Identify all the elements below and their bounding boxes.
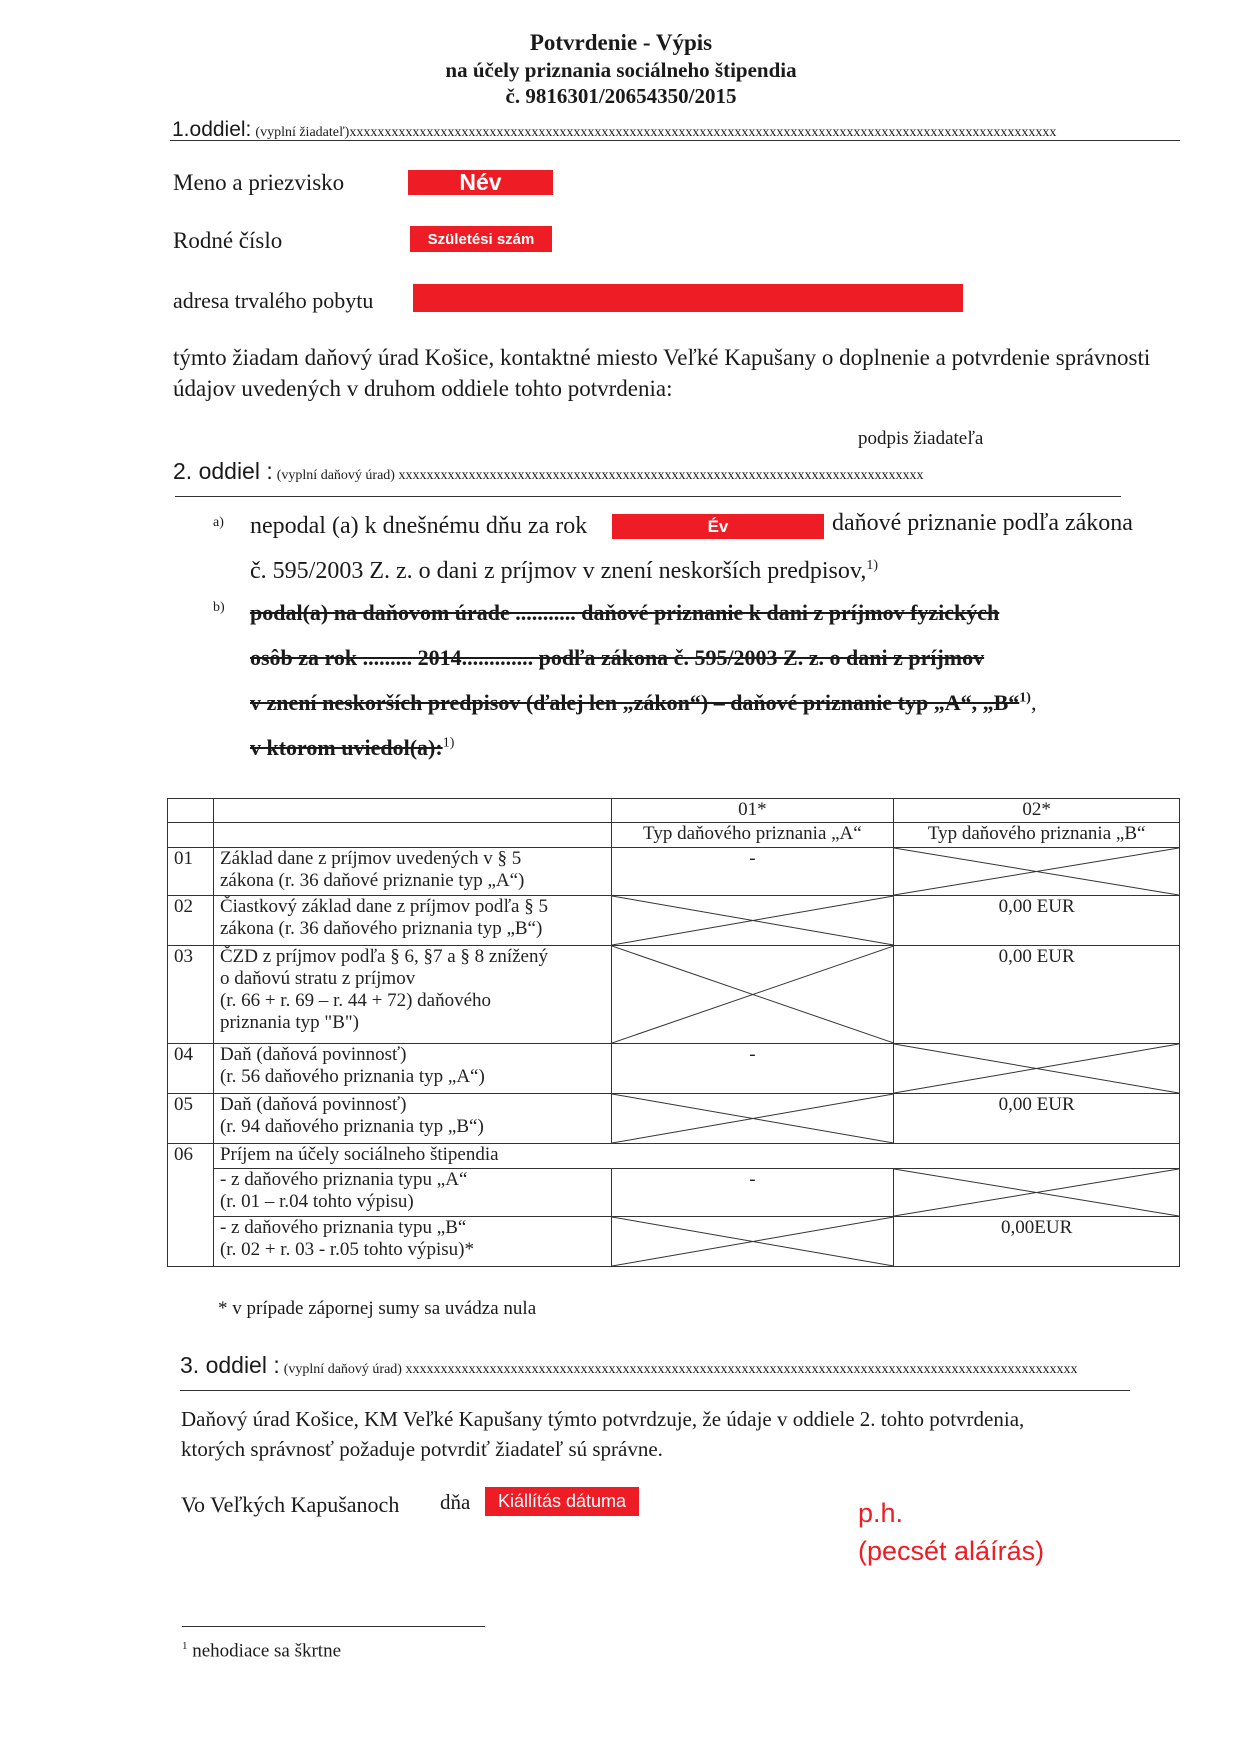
footnote-mark: 1 [182,1640,188,1652]
crossed-cell [894,848,1180,896]
footnote-ref: 1) [442,735,455,751]
col1-code: 01* [611,799,894,823]
stamp-label [858,1494,1044,1570]
row-desc-line: - z daňového priznania typu „B“ [219,1217,467,1238]
row-desc-line: priznania typ "B") [219,1012,359,1033]
crossed-cell [611,1094,894,1144]
row-desc-line: (r. 94 daňového priznania typ „B“) [219,1116,484,1137]
document-title: Potvrdenie - Výpis [529,30,713,55]
row-description [213,1169,611,1217]
table-row [168,896,1180,946]
place-label: Vo Veľkých Kapušanoch [181,1492,400,1517]
cell-type-a: - [611,848,894,896]
option-b-marker: b) [213,600,225,615]
name-redaction: Név [408,170,553,195]
section1-rule [170,140,1180,141]
option-b-line4 [250,735,454,761]
section1-note: (vyplní žiadateľ)xxxxxxxxxxxxxxxxxxxxxxxxxxxxxxxxxxxxxxxxxxxxxxxxxxxxxxxxxxxxxxxxxxxxxxxxxxxxxxxxxxxxxxxxxxxxxxxxxxxxx [255,125,1057,140]
tax-table [167,798,1180,1267]
cell-type-b: 0,00 EUR [894,1094,1180,1144]
header-empty [168,823,214,848]
row-desc-line: (r. 01 – r.04 tohto výpisu) [219,1191,414,1212]
row-desc-line: Základ dane z príjmov uvedených v § 5 [219,848,522,869]
crossed-cell [611,896,894,946]
option-a-text3 [250,558,878,585]
applicant-signature-label: podpis žiadateľa [858,428,984,449]
row-description [213,896,611,946]
cell-type-a: - [611,1044,894,1094]
table-row [168,1094,1180,1144]
row06-title: Príjem na účely sociálneho štipendia [213,1144,1179,1169]
footnote-ref: 1) [866,558,878,573]
row-desc-line: Daň (daňová povinnosť) [219,1044,407,1065]
table-row [168,1144,1180,1169]
footnote-ref: 1) [1019,690,1031,706]
crossed-cell [894,1044,1180,1094]
section2-heading-line [173,458,1033,485]
row-desc-line: (r. 56 daňového priznania typ „A“) [219,1066,485,1087]
table-header-row [168,823,1180,848]
row-desc-line: (r. 02 + r. 03 - r.05 tohto výpisu)* [219,1239,474,1260]
col2-header: Typ daňového priznania „B“ [894,823,1180,848]
row-description [213,1044,611,1094]
section2-rule [175,496,1121,497]
request-paragraph: týmto žiadam daňový úrad Košice, kontaktné miesto Veľké Kapušany o doplnenie a potvrdenie správnosti údajov uvedených v druhom oddiele tohto potvrdenia: [173,345,1151,401]
section1-heading: 1.oddiel: [172,118,252,141]
address-redaction [413,284,963,312]
table-footnote: * v prípade zápornej sumy sa uvádza nula [218,1298,537,1319]
confirmation-line1: Daňový úrad Košice, KM Veľké Kapušany týmto potvrdzuje, že údaje v oddiele 2. tohto potvrdenia, [181,1407,1025,1431]
confirmation-line2: ktorých správnosť požaduje potvrdiť žiadateľ sú správne. [181,1437,663,1461]
birth-number-label: Rodné číslo [173,228,283,253]
table-row [168,848,1180,896]
header-empty [213,823,611,848]
footnote-rule [182,1626,485,1627]
row-number: 04 [168,1044,214,1094]
option-b-line2: osôb za rok ......... 2014............. podľa zákona č. 595/2003 Z. z. o dani z príjmov [250,645,985,670]
option-a-marker: a) [213,515,224,530]
section3-note: (vyplní daňový úrad) xxxxxxxxxxxxxxxxxxxxxxxxxxxxxxxxxxxxxxxxxxxxxxxxxxxxxxxxxxxxxxxxxxxxxxxxxxxxxxxxxxxxxxxxxxxxxxxx [283,1362,1078,1377]
row-number: 05 [168,1094,214,1144]
option-b-line1: podal(a) na daňovom úrade ........... daňové priznanie k dani z príjmov fyzických [250,600,1000,625]
date-redaction: Kiállítás dátuma [485,1487,639,1516]
row-description [213,946,611,1044]
section3-heading-line [180,1352,1180,1379]
table-row [168,1169,1180,1217]
option-b-line3: v znení neskorších predpisov (ďalej len „zákon“) – daňové priznanie typ „A“, „B“$^{1)}$, [250,690,1037,715]
row-number: 01 [168,848,214,896]
cell-type-a: - [611,1169,894,1217]
year-redaction: Év [612,514,824,539]
row-desc-line: Čiastkový základ dane z príjmov podľa § 5 [219,896,548,917]
footnote [182,1640,341,1662]
cell-type-b: 0,00EUR [894,1217,1180,1267]
stamp-line1: p.h. [858,1498,904,1528]
section3-heading: 3. oddiel : [180,1352,280,1378]
option-b-line4-text: v ktorom uviedol(a): [250,735,443,760]
header-empty [168,799,214,823]
document-number: č. 9816301/20654350/2015 [505,84,737,108]
row-number: 03 [168,946,214,1044]
table-row [168,946,1180,1044]
document-subtitle: na účely priznania sociálneho štipendia [445,58,797,82]
table-row [168,1217,1180,1267]
section2-heading: 2. oddiel : [173,458,273,484]
row-description [213,1094,611,1144]
option-b-line3-text: v znení neskorších predpisov (ďalej len „zákon“) – daňové priznanie typ „A“, „B“ [250,690,1020,715]
row-description [213,1217,611,1267]
cell-type-b: 0,00 EUR [894,896,1180,946]
stamp-line2: (pecsét aláírás) [858,1536,1045,1566]
table-row [168,1044,1180,1094]
col1-header: Typ daňového priznania „A“ [611,823,894,848]
option-a-text1: nepodal (a) k dnešnému dňu za rok [250,513,588,539]
row-desc-line: Daň (daňová povinnosť) [219,1094,407,1115]
row-number: 06 [168,1144,214,1267]
row-desc-line: - z daňového priznania typu „A“ [219,1169,468,1190]
option-a-law-text: č. 595/2003 Z. z. o dani z príjmov v znení neskorších predpisov, [250,558,867,584]
section1-heading-line [172,118,1122,142]
header-empty [213,799,611,823]
table-header-row [168,799,1180,823]
address-label: adresa trvalého pobytu [173,288,374,313]
section2-note: (vyplní daňový úrad) xxxxxxxxxxxxxxxxxxxxxxxxxxxxxxxxxxxxxxxxxxxxxxxxxxxxxxxxxxxxxxxxxxxxxxxxxxx [276,468,924,483]
row-number: 02 [168,896,214,946]
row-desc-line: ČZD z príjmov podľa § 6, §7 a § 8 znížený [219,946,548,967]
birth-number-redaction: Születési szám [410,226,552,252]
section3-rule [180,1390,1130,1391]
footnote-text: nehodiace sa škrtne [192,1640,342,1662]
option-a-text2: daňové priznanie podľa zákona [832,510,1133,536]
row-desc-line: (r. 66 + r. 69 – r. 44 + 72) daňového [219,990,492,1011]
crossed-cell [894,1169,1180,1217]
date-label: dňa [440,1490,471,1514]
crossed-cell [611,1217,894,1267]
row-desc-line: zákona (r. 36 daňového priznania typ „B“) [219,918,543,939]
name-label: Meno a priezvisko [173,170,345,195]
row-description [213,848,611,896]
crossed-cell [611,946,894,1044]
row-desc-line: o daňovú stratu z príjmov [219,968,416,989]
col2-code: 02* [894,799,1180,823]
cell-type-b: 0,00 EUR [894,946,1180,1044]
row-desc-line: zákona (r. 36 daňové priznanie typ „A“) [219,870,525,891]
